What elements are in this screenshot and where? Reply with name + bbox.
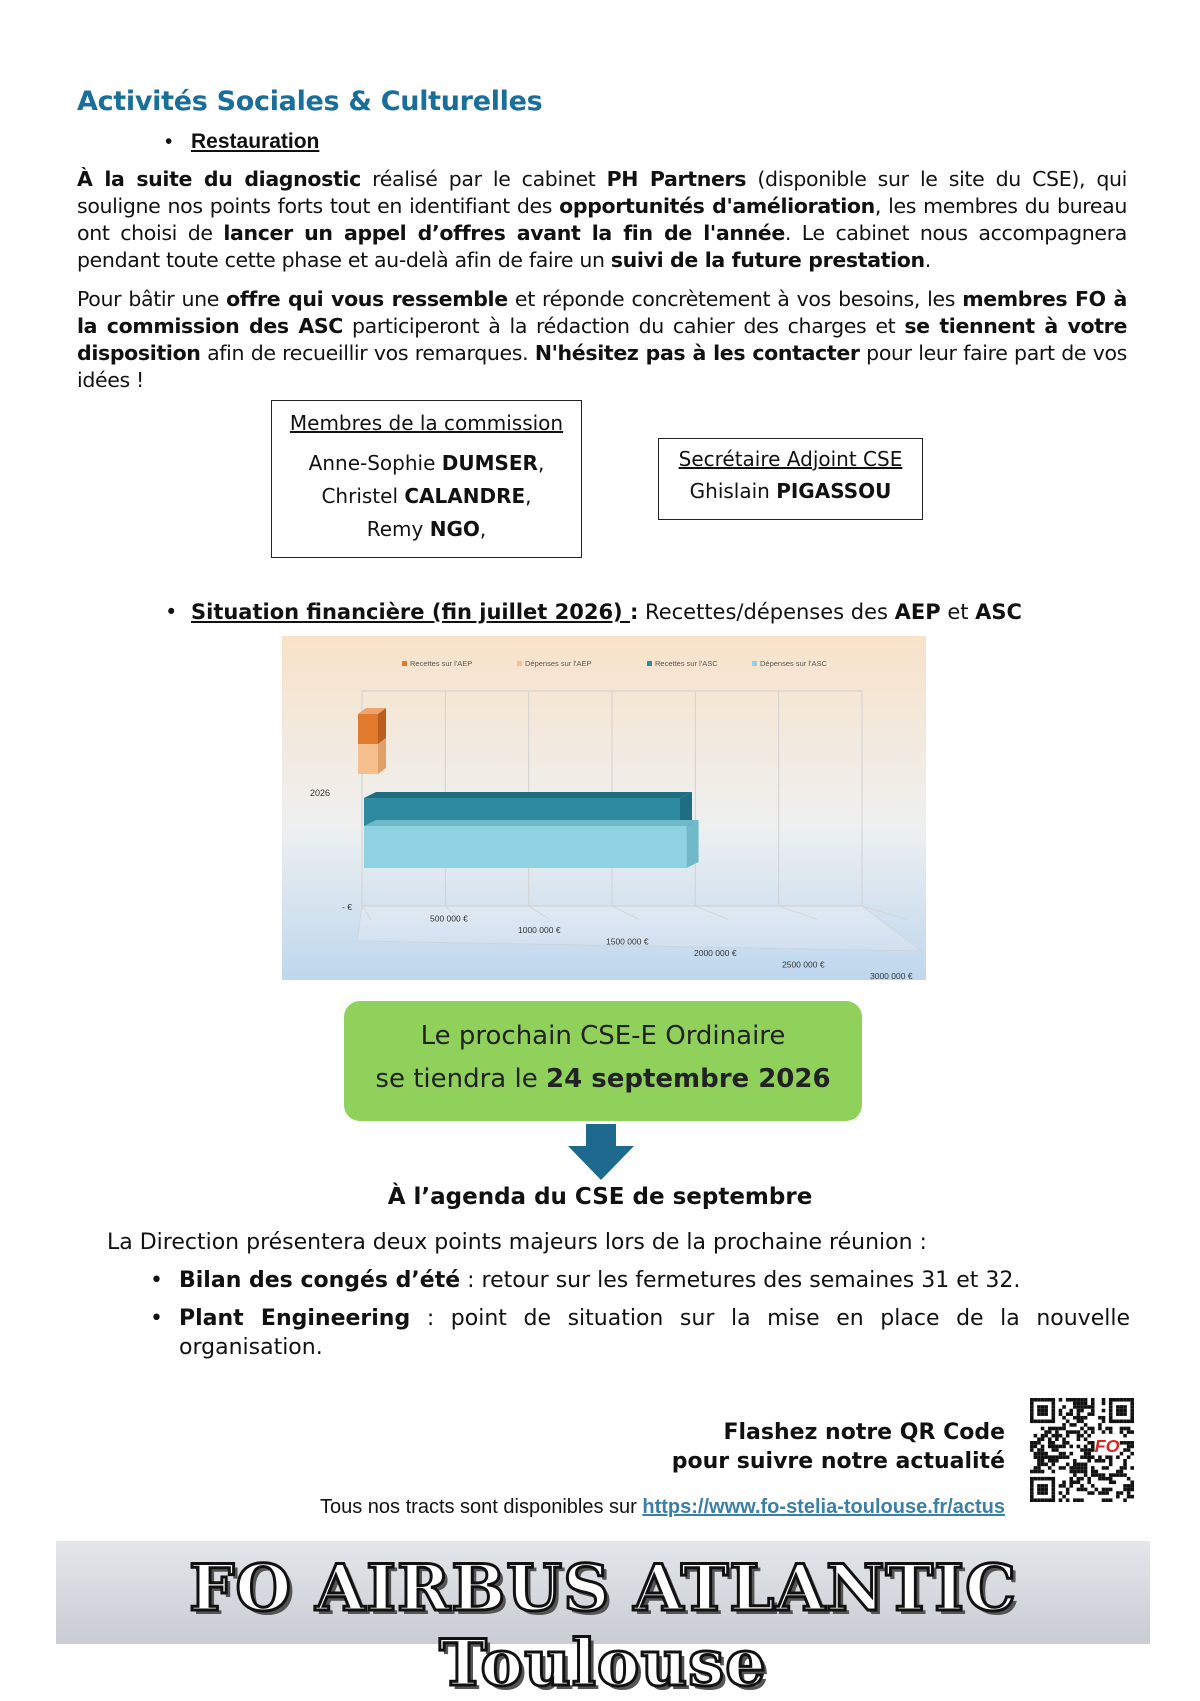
text-run: (disponible sur le site du CSE), qui souligne nos points forts tout en identifiant des: [77, 167, 1127, 218]
text-run: . Le cabinet nous accompagnera pendant toute cette phase et au-delà afin de faire un: [77, 221, 1127, 272]
bar-depenses-asc: [364, 826, 687, 868]
finance-chart-svg: [282, 636, 926, 980]
bullet-icon: •: [165, 130, 173, 153]
legend-label: Recettes sur l'AEP: [410, 659, 473, 668]
qr-caption-line1: Flashez notre QR Code: [723, 1420, 1005, 1445]
bullet-icon: •: [165, 600, 178, 624]
agenda-item-1-title: Bilan des congés d’été: [179, 1268, 461, 1293]
commission-heading: Membres de la commission: [289, 411, 564, 435]
legend-swatch: [517, 661, 522, 666]
agenda-item-1: [150, 1266, 1130, 1295]
agenda-item-2: [150, 1304, 1130, 1362]
agenda-item-2-title: Plant Engineering: [179, 1306, 411, 1331]
section-title: Activités Sociales & Culturelles: [77, 86, 543, 117]
finance-asc: ASC: [975, 600, 1022, 624]
next-meeting-line2: [344, 1064, 862, 1094]
text-run: se tiennent à votre disposition: [77, 314, 1127, 365]
text-run: pour leur faire part de vos idées !: [77, 341, 1128, 392]
finance-heading: Situation financière (fin juillet 2026): [191, 600, 630, 624]
tracts-text: Tous nos tracts sont disponibles sur: [320, 1496, 643, 1518]
x-tick-label: 1000 000 €: [518, 925, 561, 935]
text-run: PH Partners: [606, 167, 747, 191]
bar-recettes-asc-top: [364, 792, 692, 798]
x-tick-label: - €: [342, 902, 352, 912]
agenda-item-2-body: [179, 1304, 1130, 1362]
legend-swatch: [647, 661, 652, 666]
restauration-label: Restauration: [191, 130, 320, 153]
restauration-heading: [165, 130, 319, 154]
legend-swatch: [402, 661, 407, 666]
text-run: , les membres du bureau ont choisi de: [77, 194, 1127, 245]
fo-logo-badge: FO: [1094, 1435, 1120, 1456]
text-run: .: [924, 248, 931, 272]
bar-depenses-asc-side: [687, 820, 699, 868]
finance-and: et: [940, 600, 976, 624]
bullet-icon: •: [150, 1268, 163, 1293]
text-run: lancer un appel d’offres avant la fin de l'année: [223, 221, 785, 245]
x-tick-label: 2500 000 €: [782, 959, 825, 970]
finance-colon: :: [629, 600, 639, 624]
bar-depenses-aep-side: [378, 738, 386, 774]
text-run: N'hésitez pas à les contacter: [534, 341, 860, 365]
text-run: membres FO à la commission des ASC: [77, 287, 1127, 338]
secretary-first-name: Ghislain: [689, 479, 777, 503]
text-run: À la suite du diagnostic: [77, 167, 361, 191]
text-run: suivi de la future prestation: [610, 248, 925, 272]
footer-banner-text: FO AIRBUS ATLANTIC Toulouse: [188, 1551, 1018, 1701]
text-run: opportunités d'amélioration: [559, 194, 875, 218]
bar-recettes-aep-side: [378, 708, 386, 744]
tracts-line: [0, 1496, 1005, 1519]
bar-recettes-aep: [358, 714, 378, 744]
qr-caption-line2: pour suivre notre actualité: [671, 1449, 1005, 1474]
text-run: afin de recueillir vos remarques.: [200, 341, 535, 365]
next-meeting-line1: Le prochain CSE-E Ordinaire: [420, 1021, 786, 1051]
text-run: Pour bâtir une: [77, 287, 227, 311]
bar-depenses-asc-top: [364, 820, 699, 826]
x-tick-label: 1500 000 €: [606, 936, 649, 947]
agenda-item-1-text: : retour sur les fermetures des semaines 31 et 32.: [460, 1268, 1021, 1293]
x-tick-label: 3000 000 €: [870, 971, 913, 980]
commission-member: Anne-Sophie DUMSER,: [308, 451, 545, 475]
finance-line: [165, 600, 1022, 624]
text-run: offre qui vous ressemble: [226, 287, 508, 311]
x-tick-label: 2000 000 €: [694, 948, 737, 958]
next-meeting-box: [344, 1001, 862, 1121]
legend-label: Dépenses sur l'AEP: [525, 659, 592, 668]
commission-member: Remy NGO,: [366, 517, 487, 541]
commission-box: [271, 400, 582, 558]
finance-chart: [282, 636, 926, 980]
bar-depenses-aep: [358, 744, 378, 774]
qr-caption: [672, 1418, 1005, 1476]
legend-label: Recettes sur l'ASC: [655, 659, 718, 668]
text-run: réalisé par le cabinet: [360, 167, 607, 191]
legend-label: Dépenses sur l'ASC: [760, 659, 827, 668]
secretary-last-name: PIGASSOU: [776, 479, 892, 503]
secretary-name: [659, 479, 922, 503]
agenda-item-2-text: : point de situation sur la mise en place de la nouvelle organisation.: [179, 1306, 1130, 1360]
restauration-paragraph-1: [77, 166, 1127, 274]
next-meeting-date: 24 septembre 2026: [545, 1064, 831, 1094]
secretary-box: [658, 438, 923, 520]
next-meeting-pre: se tiendra le: [375, 1064, 546, 1094]
bullet-icon: •: [150, 1306, 163, 1331]
agenda-title: À l’agenda du CSE de septembre: [387, 1184, 813, 1210]
qr-code-icon[interactable]: [1030, 1398, 1134, 1502]
legend-swatch: [752, 661, 757, 666]
footer-banner: [56, 1541, 1150, 1701]
text-run: et réponde concrètement à vos besoins, les: [507, 287, 963, 311]
finance-aep: AEP: [894, 600, 941, 624]
y-category-label: 2026: [310, 788, 331, 798]
commission-members: [272, 447, 581, 546]
finance-text: Recettes/dépenses des: [638, 600, 895, 624]
x-tick-label: 500 000 €: [430, 913, 468, 924]
down-arrow-icon: [566, 1124, 636, 1182]
restauration-paragraph-2: [77, 286, 1127, 394]
secretary-heading: Secrétaire Adjoint CSE: [678, 447, 903, 471]
text-run: participeront à la rédaction du cahier des charges et: [342, 314, 905, 338]
agenda-intro: La Direction présentera deux points majeurs lors de la prochaine réunion :: [107, 1230, 927, 1255]
commission-member: Christel CALANDRE,: [321, 484, 532, 508]
tracts-link[interactable]: https://www.fo-stelia-toulouse.fr/actus: [642, 1496, 1005, 1518]
